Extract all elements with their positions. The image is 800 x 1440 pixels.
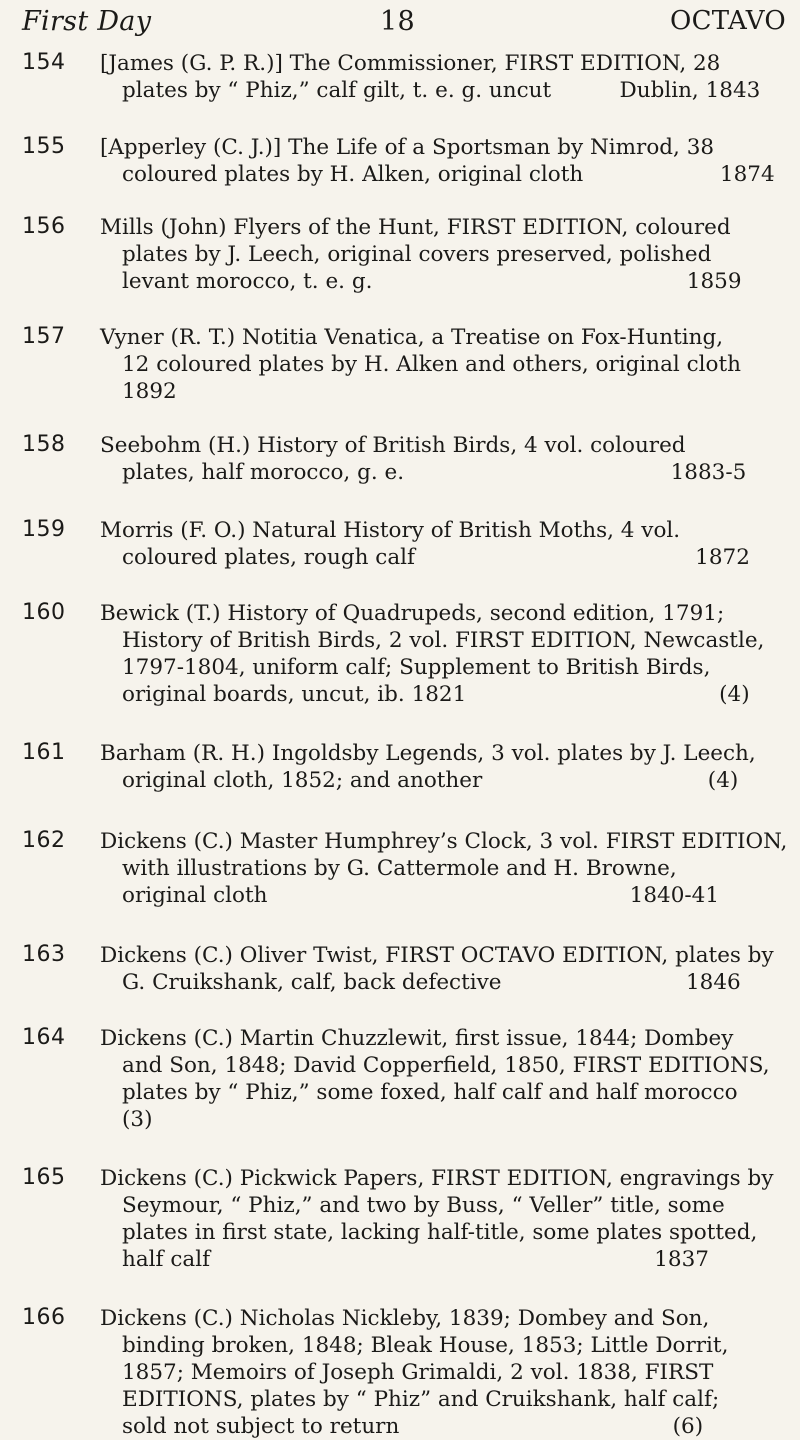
lot-description xyxy=(100,1305,785,1440)
description-line: plates in first state, lacking half-title, some plates spotted, xyxy=(122,1220,758,1245)
description-line: original cloth, 1852; and another (4) xyxy=(122,768,739,793)
lot-number: 158 xyxy=(22,432,66,457)
description-line: Morris (F. O.) Natural History of British Moths, 4 vol. xyxy=(100,518,681,543)
lot-number: 161 xyxy=(22,740,66,765)
lot-description xyxy=(100,1025,785,1133)
lot-number: 166 xyxy=(22,1305,66,1330)
description-line: G. Cruikshank, calf, back defective 1846 xyxy=(122,970,741,995)
lot-description xyxy=(100,517,785,571)
description-line: and Son, 1848; David Copperfield, 1850, FIRST EDITIONS, xyxy=(122,1053,770,1078)
description-line: Dickens (C.) Martin Chuzzlewit, first issue, 1844; Dombey xyxy=(100,1026,734,1051)
description-line: Dickens (C.) Pickwick Papers, FIRST EDITION, engravings by xyxy=(100,1166,774,1191)
page-number: 18 xyxy=(380,6,415,37)
description-line: half calf 1837 xyxy=(122,1247,709,1272)
lot-number: 162 xyxy=(22,828,66,853)
description-line: coloured plates by H. Alken, original cloth 1874 xyxy=(122,162,775,187)
description-line: plates, half morocco, g. e. 1883-5 xyxy=(122,460,747,485)
description-line: EDITIONS, plates by “ Phiz” and Cruikshank, half calf; xyxy=(122,1387,720,1412)
lot-number: 157 xyxy=(22,324,66,349)
lot-number: 160 xyxy=(22,600,66,625)
running-head-left: First Day xyxy=(22,6,152,37)
lot-description xyxy=(100,740,785,794)
lot-description xyxy=(100,600,785,708)
description-line: (3) xyxy=(122,1107,153,1132)
description-line: with illustrations by G. Cattermole and H. Browne, xyxy=(122,856,677,881)
description-line: levant morocco, t. e. g. 1859 xyxy=(122,269,742,294)
lot-number: 159 xyxy=(22,517,66,542)
description-line: 12 coloured plates by H. Alken and others, original cloth xyxy=(122,352,741,377)
description-line: [Apperley (C. J.)] The Life of a Sportsman by Nimrod, 38 xyxy=(100,135,715,160)
description-line: original boards, uncut, ib. 1821 (4) xyxy=(122,682,750,707)
description-line: Mills (John) Flyers of the Hunt, FIRST EDITION, coloured xyxy=(100,215,731,240)
description-line: Dickens (C.) Master Humphrey’s Clock, 3 vol. FIRST EDITION, xyxy=(100,829,788,854)
description-line: coloured plates, rough calf 1872 xyxy=(122,545,750,570)
lot-number: 155 xyxy=(22,134,66,159)
lot-number: 164 xyxy=(22,1025,66,1050)
description-line: History of British Birds, 2 vol. FIRST EDITION, Newcastle, xyxy=(122,628,765,653)
description-line: sold not subject to return (6) xyxy=(122,1414,704,1439)
description-line: Vyner (R. T.) Notitia Venatica, a Treatise on Fox-Hunting, xyxy=(100,325,724,350)
description-line: Barham (R. H.) Ingoldsby Legends, 3 vol. plates by J. Leech, xyxy=(100,741,756,766)
lot-description xyxy=(100,214,785,295)
description-line: Bewick (T.) History of Quadrupeds, second edition, 1791; xyxy=(100,601,725,626)
description-line: plates by “ Phiz,” calf gilt, t. e. g. uncut Dublin, 1843 xyxy=(122,78,761,103)
lot-number: 154 xyxy=(22,50,66,75)
description-line: 1857; Memoirs of Joseph Grimaldi, 2 vol. 1838, FIRST xyxy=(122,1360,714,1385)
description-line: 1797-1804, uniform calf; Supplement to British Birds, xyxy=(122,655,711,680)
description-line: binding broken, 1848; Bleak House, 1853; Little Dorrit, xyxy=(122,1333,729,1358)
description-line: Seebohm (H.) History of British Birds, 4 vol. coloured xyxy=(100,433,686,458)
description-line: Dickens (C.) Nicholas Nickleby, 1839; Dombey and Son, xyxy=(100,1306,710,1331)
lot-description xyxy=(100,828,788,909)
lot-number: 163 xyxy=(22,942,66,967)
lot-number: 165 xyxy=(22,1165,66,1190)
description-line: original cloth 1840-41 xyxy=(122,883,720,908)
description-line: plates by J. Leech, original covers preserved, polished xyxy=(122,242,712,267)
description-line: Dickens (C.) Oliver Twist, FIRST OCTAVO EDITION, plates by xyxy=(100,943,774,968)
lot-description xyxy=(100,324,785,405)
running-head-right: OCTAVO xyxy=(669,6,786,36)
description-line: 1892 xyxy=(122,379,177,404)
lot-description xyxy=(100,1165,785,1273)
lot-number: 156 xyxy=(22,214,66,239)
description-line: plates by “ Phiz,” some foxed, half calf and half morocco xyxy=(122,1080,738,1105)
lot-description xyxy=(100,942,785,996)
lot-description xyxy=(100,134,785,188)
description-line: [James (G. P. R.)] The Commissioner, FIRST EDITION, 28 xyxy=(100,51,721,76)
description-line: Seymour, “ Phiz,” and two by Buss, “ Veller” title, some xyxy=(122,1193,725,1218)
lot-description xyxy=(100,432,785,486)
lot-description xyxy=(100,50,785,104)
page-header xyxy=(0,0,800,40)
